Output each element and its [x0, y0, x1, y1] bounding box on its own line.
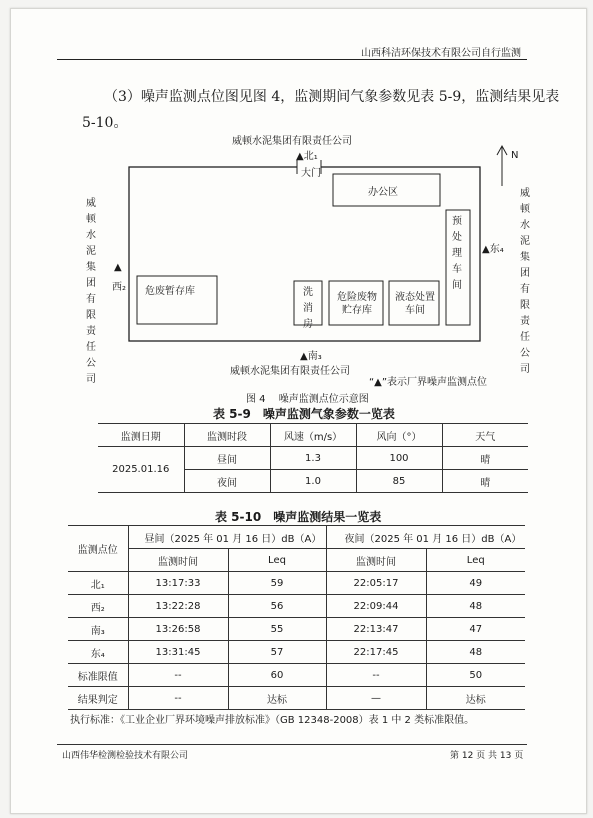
table-subheader-row [68, 549, 525, 572]
limit-label: 标准限值 [68, 664, 128, 687]
day-time-cell: -- [128, 687, 228, 710]
day-time-cell: -- [128, 664, 228, 687]
night-time-cell: 22:09:44 [326, 595, 426, 618]
hazard-waste-label: 危险废物贮存库 [337, 292, 377, 316]
south-point-label: ▲南₃ [300, 351, 322, 362]
header-cell: 风速（m/s） [270, 424, 356, 447]
table10-title: 表 5-10 噪声监测结果一览表 [215, 510, 382, 524]
header-cell: 监测日期 [98, 424, 184, 447]
period-cell: 夜间 [184, 470, 270, 493]
verdict-row [68, 687, 525, 710]
day-leq-cell: 55 [228, 618, 326, 641]
hazard-storage-label: 危废暂存库 [145, 286, 195, 297]
night-time-cell: -- [326, 664, 426, 687]
day-time-cell: 13:26:58 [128, 618, 228, 641]
table-header-row [98, 424, 528, 447]
intro-line-2: 5-10。 [82, 115, 128, 131]
verdict-label: 结果判定 [68, 687, 128, 710]
weather-cell: 晴 [442, 470, 528, 493]
bottom-company-label: 威顿水泥集团有限责任公司 [230, 366, 350, 377]
north-point-label: ▲北₁ [296, 151, 318, 162]
footer-company: 山西伟华检测检验技术有限公司 [62, 751, 189, 761]
table-row [68, 618, 525, 641]
noise-results-table [68, 525, 525, 710]
limit-row [68, 664, 525, 687]
point-cell: 南₃ [68, 618, 128, 641]
night-time-cell: 22:13:47 [326, 618, 426, 641]
footer-page-number: 第 12 页 共 13 页 [450, 751, 524, 761]
wind-speed-cell: 1.3 [270, 447, 356, 470]
night-header: 夜间（2025 年 01 月 16 日）dB（A） [326, 526, 525, 549]
day-leq-cell: 56 [228, 595, 326, 618]
night-leq-cell: 达标 [426, 687, 525, 710]
legend-text: “▲”表示厂界噪声监测点位 [369, 377, 488, 388]
night-leq-cell: 48 [426, 641, 525, 664]
wind-dir-cell: 100 [356, 447, 442, 470]
day-leq-cell: 60 [228, 664, 326, 687]
figure-caption: 图 4 噪声监测点位示意图 [246, 394, 369, 405]
night-leq-cell: 47 [426, 618, 525, 641]
table-row [68, 595, 525, 618]
night-time-cell: 22:17:45 [326, 641, 426, 664]
night-leq-cell: 48 [426, 595, 525, 618]
night-leq-cell: 50 [426, 664, 525, 687]
point-cell: 北₁ [68, 572, 128, 595]
day-leq-cell: 57 [228, 641, 326, 664]
wind-speed-cell: 1.0 [270, 470, 356, 493]
point-header: 监测点位 [68, 526, 128, 572]
weather-table [98, 423, 528, 493]
table-row [68, 572, 525, 595]
top-company-label: 威顿水泥集团有限责任公司 [232, 136, 352, 147]
night-time-cell: — [326, 687, 426, 710]
footer-rule [57, 744, 527, 745]
period-cell: 昼间 [184, 447, 270, 470]
wind-dir-cell: 85 [356, 470, 442, 493]
night-time-header: 监测时间 [326, 549, 426, 572]
day-time-cell: 13:22:28 [128, 595, 228, 618]
header-cell: 天气 [442, 424, 528, 447]
office-label: 办公区 [368, 187, 398, 198]
table-row [98, 447, 528, 470]
liquid-workshop-label: 液态处置车间 [395, 292, 435, 316]
header-cell: 风向（°） [356, 424, 442, 447]
standard-note: 执行标准：《工业企业厂界环境噪声排放标准》（GB 12348-2008）表 1 中 2 类标准限值。 [70, 715, 475, 726]
intro-line-1: （3）噪声监测点位图见图 4，监测期间气象参数见表 5-9，监测结果见表 [104, 89, 560, 105]
wash-room-label: 洗消房 [303, 287, 313, 330]
day-time-cell: 13:31:45 [128, 641, 228, 664]
gate-label: 大门 [301, 168, 321, 179]
day-leq-cell: 59 [228, 572, 326, 595]
point-cell: 东₄ [68, 641, 128, 664]
day-time-cell: 13:17:33 [128, 572, 228, 595]
night-leq-header: Leq [426, 549, 525, 572]
table9-title: 表 5-9 噪声监测气象参数一览表 [213, 407, 395, 421]
right-company-label: 威顿水泥集团有限责任公司 [520, 188, 530, 375]
header-cell: 监测时段 [184, 424, 270, 447]
night-leq-cell: 49 [426, 572, 525, 595]
night-time-cell: 22:05:17 [326, 572, 426, 595]
day-time-header: 监测时间 [128, 549, 228, 572]
left-company-label: 威顿水泥集团有限责任公司 [86, 198, 96, 385]
north-arrow-label: N [511, 150, 519, 161]
weather-cell: 晴 [442, 447, 528, 470]
pretreat-label: 预处理车间 [452, 216, 462, 291]
day-leq-header: Leq [228, 549, 326, 572]
point-cell: 西₂ [68, 595, 128, 618]
day-header: 昼间（2025 年 01 月 16 日）dB（A） [128, 526, 326, 549]
header-company: 山西科洁环保技术有限公司自行监测 [361, 48, 521, 59]
table-row [68, 641, 525, 664]
west-point-marker: ▲ [114, 262, 122, 273]
east-point-label: ▲东₄ [482, 244, 504, 255]
date-cell: 2025.01.16 [98, 447, 184, 493]
table-header-row [68, 526, 525, 549]
west-point-label: 西₂ [112, 282, 127, 293]
day-leq-cell: 达标 [228, 687, 326, 710]
